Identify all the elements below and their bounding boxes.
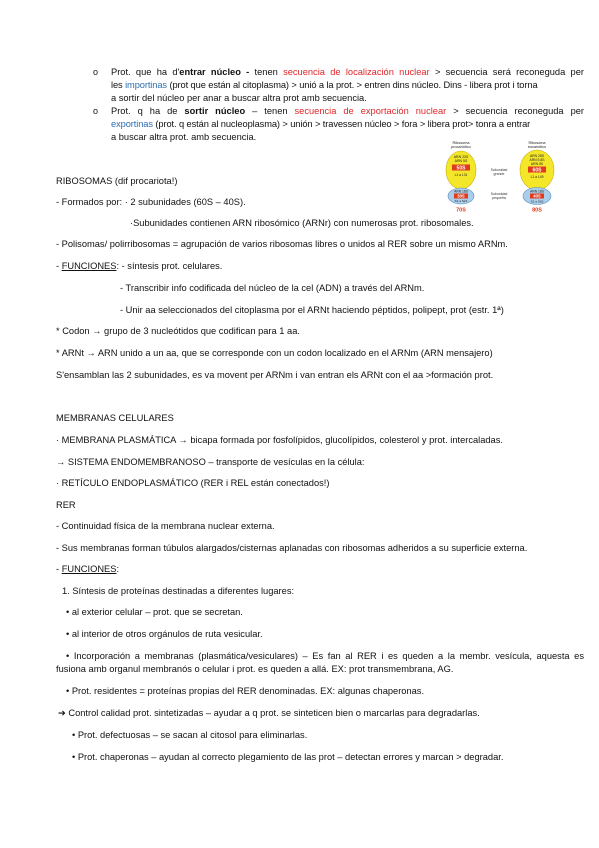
prok-large-rna-b: ARN 5S [454, 159, 468, 163]
rer-residentes: • Prot. residentes = proteínas propias del RER denominadas. EX: algunas chaperonas. [66, 686, 425, 696]
euk-title-1: Ribosoma [528, 141, 546, 145]
ribosomas-codon: * Codon → grupo de 3 nucleótidos que codifican para 1 aa. [56, 326, 300, 336]
ribosomas-heading: RIBOSOMAS (dif procariota!) [56, 176, 178, 186]
euk-large-rna-c: ARN 5S [530, 162, 544, 166]
prok-large-rna-a: ARN 23S [453, 155, 469, 159]
ribosome-comparison-figure [443, 138, 556, 214]
ribosomas-subunidades: ·Subunidades contienen ARN ribosómico (ARNr) con numerosas prot. ribosomales. [130, 218, 474, 228]
euk-small-proteins: S1 a S33 [530, 199, 544, 204]
rer-heading: RER [56, 500, 76, 510]
prok-large-proteins: L1 a L31 [454, 173, 468, 177]
rer-sintesis: 1. Síntesis de proteínas destinadas a diferentes lugares: [62, 586, 295, 596]
rer-control: ➔ Control calidad prot. sintetizadas – ayudar a q prot. se sinteticen bien o marcarlas para degradarlas. [58, 708, 480, 718]
euk-large-s-label: 60S [532, 167, 542, 174]
small-subunit-label-1: Subunidad [490, 192, 508, 196]
rer-chaperonas: • Prot. chaperonas – ayudan al correcto plegamiento de las prot – detectan errores y marcan > degradar. [72, 752, 504, 762]
ribosomas-polisomas: - Polisomas/ polirribosomas = agrupación de varios ribosomas libres o unidos al RER sobre un mismo ARNm. [56, 239, 508, 249]
euk-small-s-label: 40S [533, 193, 541, 199]
euk-large-rna-b: ARN 5.8S [529, 158, 545, 162]
large-subunit-label-1: Subunidad [490, 168, 508, 172]
membranas-heading: MEMBRANAS CELULARES [56, 413, 174, 423]
euk-title-2: eucariótico [527, 145, 547, 149]
rer-interior: • al interior de otros orgánulos de ruta vesicular. [66, 629, 263, 639]
list-bullet-circle: o [93, 67, 99, 77]
nuclear-export-line-3: a buscar altra prot. amb secuencia. [111, 132, 257, 142]
euk-large-proteins: L1 a L49 [530, 175, 544, 179]
large-subunit-label-2: grande [493, 172, 505, 176]
rer-incorporacion-line-2: fusiona amb organul membranós o celular i prot. es queden a allá. EX: prot transmembrana, AG. [56, 664, 454, 674]
prok-large-s-label: 50S [456, 165, 466, 172]
nuclear-import-line-2: les importinas (prot que están al citoplasma) > unió a la prot. > entren dins núcleo. Dins - libera prot i torna [111, 80, 538, 90]
ribosomas-arnt: * ARNt → ARN unido a un aa, que se corresponde con un codon localizado en el ARNm (ARN mensajero) [56, 348, 493, 358]
nuclear-export-line-2: exportinas (prot. q están al nucleoplasma) > unión > travessen núcleo > fora > libera prot> tonra a entrar [111, 119, 531, 129]
prok-small-proteins: S1 a S21 [454, 199, 468, 203]
euk-small-rna: ARN 18S [530, 189, 544, 194]
rer-defectuosas: • Prot. defectuosas – se sacan al citosol para eliminarlas. [72, 730, 308, 740]
small-subunit-label-2: pequeña [492, 196, 506, 200]
ribosomas-ensamblan: S'ensamblan las 2 subunidades, es va movent per ARNm i van entran els ARNt con el aa >formación prot. [56, 370, 494, 380]
prok-small-rna: ARN 16S [454, 189, 468, 194]
euk-total-s: 80S [532, 207, 542, 214]
prok-small-s-label: 30S [457, 193, 465, 199]
nuclear-export-line-1: Prot. q ha de sortir núcleo – tenen secuencia de exportación nuclear > secuencia reconeguda per [111, 106, 585, 116]
euk-large-rna-a: ARN 28S [529, 154, 545, 158]
list-bullet-circle: o [93, 106, 99, 116]
nuclear-import-line-3: a sortir del núcleo per anar a buscar altra prot amb secuencia. [111, 93, 367, 103]
rer-funciones: - FUNCIONES: [56, 564, 120, 574]
reticulo-endoplasmatico: · RETÍCULO ENDOPLASMÁTICO (RER i REL están conectados!) [56, 478, 330, 488]
rer-continuidad: - Continuidad física de la membrana nuclear externa. [56, 521, 275, 531]
membrana-plasmatica: · MEMBRANA PLASMÁTICA → bicapa formada por fosfolípidos, glucolípidos, colesterol y prot. intercaladas. [56, 435, 503, 445]
ribosomas-funciones: - FUNCIONES: - síntesis prot. celulares. [56, 261, 223, 271]
nuclear-import-line-1: Prot. que ha d'entrar núcleo - tenen secuencia de localización nuclear > secuencia será reconeguda per [111, 67, 584, 77]
ribosomas-transcribir: - Transcribir info codificada del núcleo de la cel (ADN) a través del ARNm. [120, 283, 425, 293]
ribosomas-formados: - Formados por: · 2 subunidades (60S – 40S). [56, 197, 246, 207]
prok-total-s: 70S [456, 207, 466, 214]
prok-title-2: procariótico [451, 145, 471, 149]
prok-title-1: Ribosoma [452, 141, 470, 145]
rer-incorporacion-line-1: • Incorporación a membranas (plasmática/vesiculares) – Es fan al RER i es queden a la membr. vesícula, aquesta es [66, 651, 584, 661]
rer-sus-membranas: - Sus membranas forman túbulos alargados/cisternas aplanadas con ribosomas adheridos a su superficie externa. [56, 543, 528, 553]
sistema-endomembranoso: → SISTEMA ENDOMEMBRANOSO – transporte de vesículas en la célula: [56, 457, 365, 467]
rer-exterior: • al exterior celular – prot. que se secretan. [66, 607, 243, 617]
ribosomas-unir: - Unir aa seleccionados del citoplasma por el ARNt haciendo péptidos, polipept, prot (estr. 1ª) [120, 305, 504, 315]
